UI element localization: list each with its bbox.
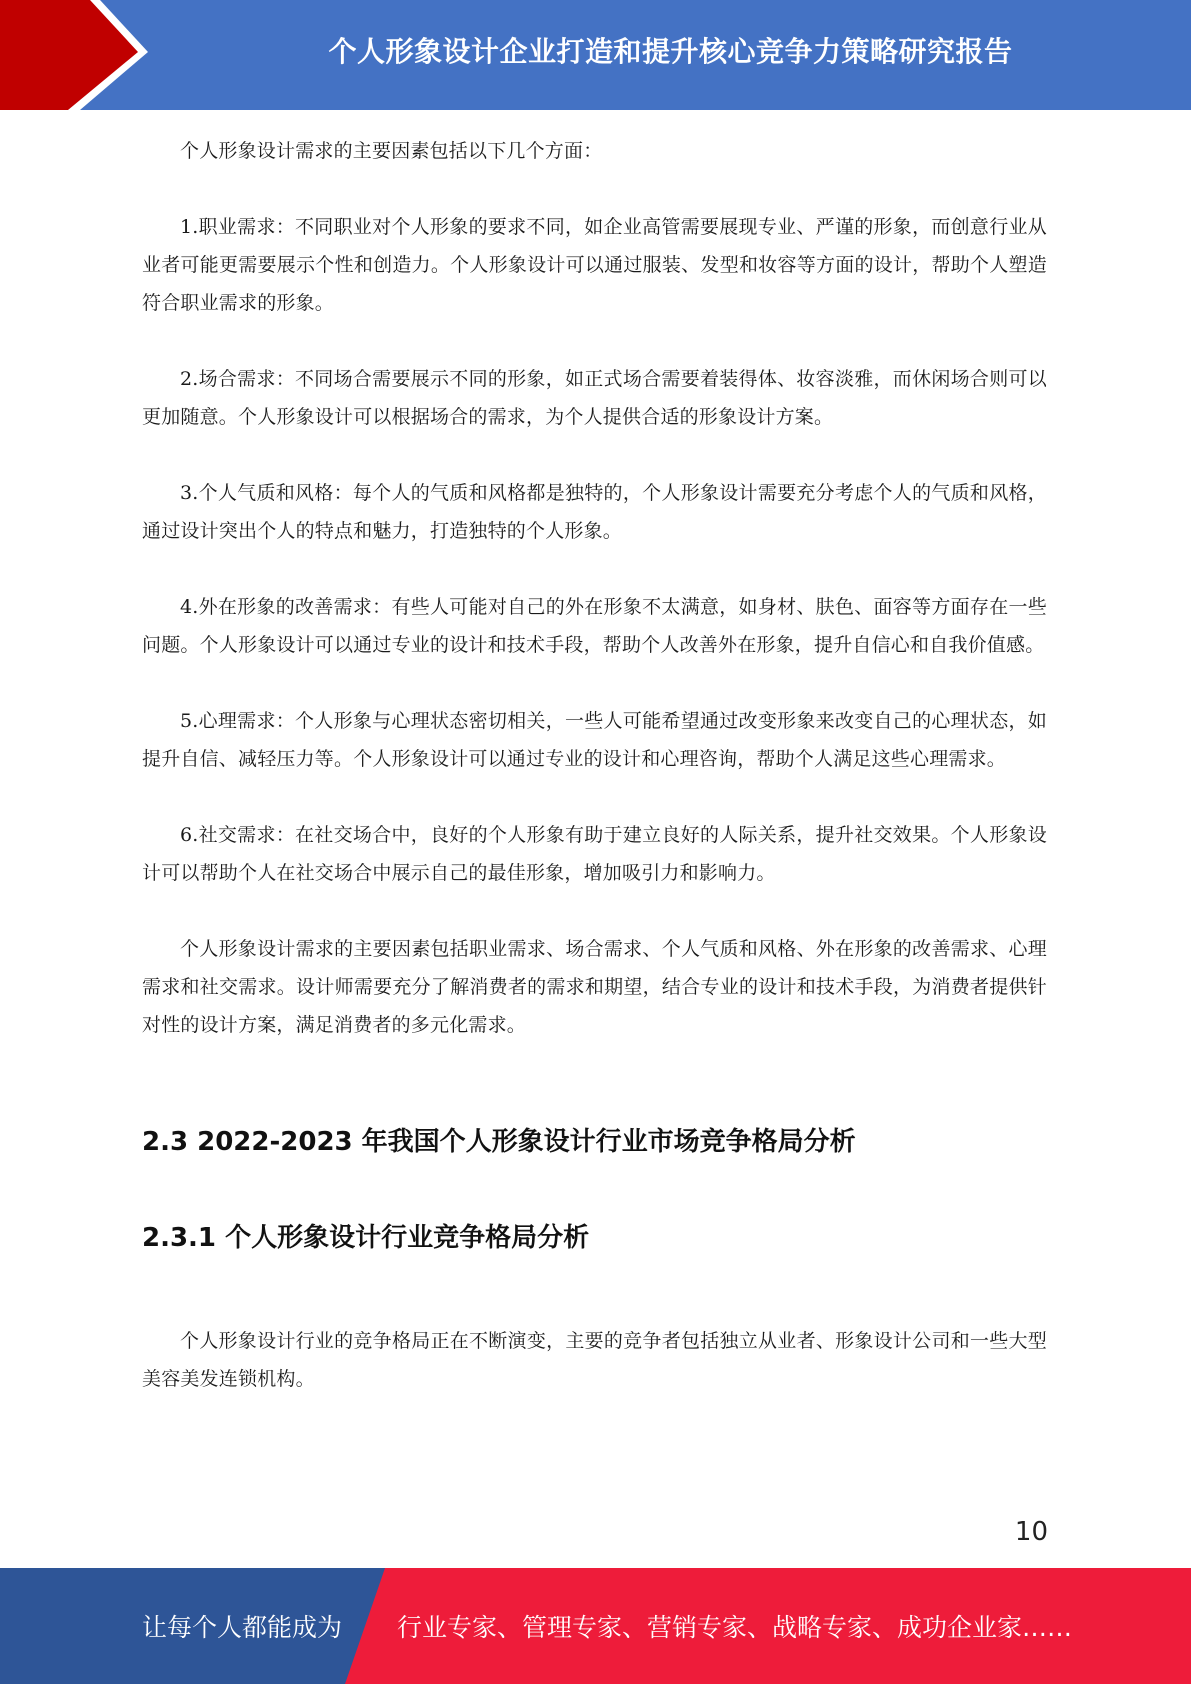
paragraph-intro: 个人形象设计需求的主要因素包括以下几个方面： bbox=[180, 140, 603, 162]
paragraph-psychology: 5.心理需求：个人形象与心理状态密切相关，一些人可能希望通过改变形象来改变自己的心理状态，如提升自信、减轻压力等。个人形象设计可以通过专业的设计和心理咨询，帮助个人满足这些心理需求。 bbox=[142, 710, 1047, 770]
footer-slogan-right: 行业专家、管理专家、营销专家、战略专家、成功企业家…… bbox=[397, 1613, 1073, 1642]
paragraph-appearance: 4.外在形象的改善需求：有些人可能对自己的外在形象不太满意，如身材、肤色、面容等方面存在一些问题。个人形象设计可以通过专业的设计和技术手段，帮助个人改善外在形象，提升自信心和自我价值感。 bbox=[142, 596, 1047, 656]
document-title: 个人形象设计企业打造和提升核心竞争力策略研究报告 bbox=[328, 35, 1013, 68]
footer-banner bbox=[0, 1568, 1191, 1684]
paragraph-occasion: 2.场合需求：不同场合需要展示不同的形象，如正式场合需要着装得体、妆容淡雅，而休闲场合则可以更加随意。个人形象设计可以根据场合的需求，为个人提供合适的形象设计方案。 bbox=[142, 368, 1047, 428]
paragraph-temperament: 3.个人气质和风格：每个人的气质和风格都是独特的，个人形象设计需要充分考虑个人的气质和风格，通过设计突出个人的特点和魅力，打造独特的个人形象。 bbox=[142, 482, 1047, 542]
paragraph-summary: 个人形象设计需求的主要因素包括职业需求、场合需求、个人气质和风格、外在形象的改善需求、心理需求和社交需求。设计师需要充分了解消费者的需求和期望，结合专业的设计和技术手段，为消费者提供针对性的设计方案，满足消费者的多元化需求。 bbox=[142, 938, 1047, 1036]
page-content bbox=[142, 132, 1047, 1436]
section-heading-2-3-1: 2.3.1 个人形象设计行业竞争格局分析 bbox=[142, 1223, 590, 1253]
paragraph-competition: 个人形象设计行业的竞争格局正在不断演变，主要的竞争者包括独立从业者、形象设计公司和一些大型美容美发连锁机构。 bbox=[142, 1330, 1047, 1390]
paragraph-social: 6.社交需求：在社交场合中，良好的个人形象有助于建立良好的人际关系，提升社交效果。个人形象设计可以帮助个人在社交场合中展示自己的最佳形象，增加吸引力和影响力。 bbox=[142, 824, 1047, 884]
header-arrow-decoration bbox=[0, 0, 160, 110]
section-heading-2-3: 2.3 2022-2023 年我国个人形象设计行业市场竞争格局分析 bbox=[142, 1127, 856, 1157]
page-number: 10 bbox=[1014, 1517, 1048, 1547]
paragraph-occupation: 1.职业需求：不同职业对个人形象的要求不同，如企业高管需要展现专业、严谨的形象，而创意行业从业者可能更需要展示个性和创造力。个人形象设计可以通过服装、发型和妆容等方面的设计，帮助个人塑造符合职业需求的形象。 bbox=[142, 216, 1047, 314]
footer-slogan-left: 让每个人都能成为 bbox=[142, 1613, 343, 1642]
header-banner bbox=[0, 0, 1191, 110]
